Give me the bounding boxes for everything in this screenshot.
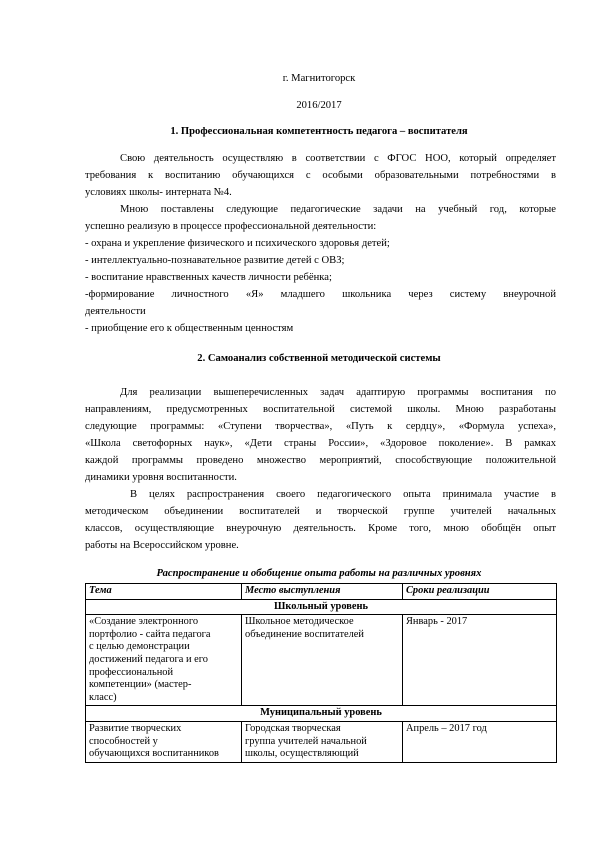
task-list-item: - интеллектуально-познавательное развитие детей с ОВЗ; — [85, 255, 345, 266]
table-row — [86, 721, 557, 762]
table-level-row — [86, 706, 557, 722]
row1-place: Школьное методическое объединение воспитателей — [242, 615, 403, 706]
year-line: 2016/2017 — [296, 100, 342, 111]
city-line: г. Магнитогорск — [282, 73, 356, 84]
task-list-item: - охрана и укрепление физического и психического здоровья детей; — [85, 238, 390, 249]
table-level-row — [86, 599, 557, 615]
section2-paragraph2-line: методическом объединении воспитателей и творческой группе учителей начальных — [85, 506, 556, 517]
row1-date: Январь - 2017 — [403, 615, 557, 706]
column-header-topic: Тема — [86, 584, 242, 600]
section1-paragraph2-line: Мною поставлены следующие педагогические задачи на учебный год, которые — [120, 204, 556, 215]
task-list-item: -формирование личностного «Я» младшего школьника через систему внеурочной — [85, 289, 556, 300]
section2-paragraph1-line: «Школа светофорных наук», «Дети страны России», «Здоровое поколение». В рамках — [85, 438, 556, 449]
task-list-item: - воспитание нравственных качеств личности ребёнка; — [85, 272, 332, 283]
table-row — [86, 615, 557, 706]
task-list-item: - приобщение его к общественным ценностям — [85, 323, 294, 334]
level-municipal: Муниципальный уровень — [86, 706, 557, 722]
row2-place: Городская творческая группа учителей начальной школы, осуществляющий — [242, 721, 403, 762]
task-list-item: деятельности — [85, 306, 146, 317]
table-header-row — [86, 584, 557, 600]
experience-table — [85, 583, 557, 763]
section2-paragraph1-line: каждой программы проведено множество мероприятий, способствующие положительной — [85, 455, 556, 466]
section2-paragraph2-line: работы на Всероссийском уровне. — [85, 540, 239, 551]
section1-title: 1. Профессиональная компетентность педагога – воспитателя — [170, 126, 468, 137]
section1-paragraph1-line: условиях школы- интерната №4. — [85, 187, 232, 198]
section2-paragraph2-line: классов, осуществляющие внеурочную деятельность. Кроме того, мною обобщён опыт — [85, 523, 556, 534]
level-school: Школьный уровень — [86, 599, 557, 615]
table-caption: Распространение и обобщение опыта работы на различных уровнях — [156, 568, 482, 579]
section2-paragraph1-line: динамики уровня воспитанности. — [85, 472, 237, 483]
row2-topic: Развитие творческих способностей у обучающихся воспитанников — [86, 721, 242, 762]
section1-paragraph1-line: требования к воспитанию обучающихся с особыми образовательными потребностями в — [85, 170, 556, 181]
section2-title: 2. Самоанализ собственной методической системы — [197, 353, 441, 364]
row1-topic: «Создание электронного портфолио - сайта педагога с целью демонстрации достижений педагога и его профессиональной компетенции» (мастер- класс) — [86, 615, 242, 706]
section2-paragraph1-line: Для реализации вышеперечисленных задач адаптирую программы воспитания по — [120, 387, 556, 398]
row2-date: Апрель – 2017 год — [403, 721, 557, 762]
section2-paragraph1-line: направлениям, предусмотренных воспитательной системой школы. Мною разработаны — [85, 404, 556, 415]
section2-paragraph2-line: В целях распространения своего педагогического опыта принимала участие в — [130, 489, 556, 500]
column-header-place: Место выступления — [242, 584, 403, 600]
column-header-dates: Сроки реализации — [403, 584, 557, 600]
section2-paragraph1-line: следующие программы: «Ступени творчества», «Путь к сердцу», «Формула успеха», — [85, 421, 556, 432]
section1-paragraph1-line: Свою деятельность осуществляю в соответствии с ФГОС НОО, который определяет — [120, 153, 556, 164]
section1-paragraph2-line: успешно реализую в процессе профессиональной деятельности: — [85, 221, 377, 232]
